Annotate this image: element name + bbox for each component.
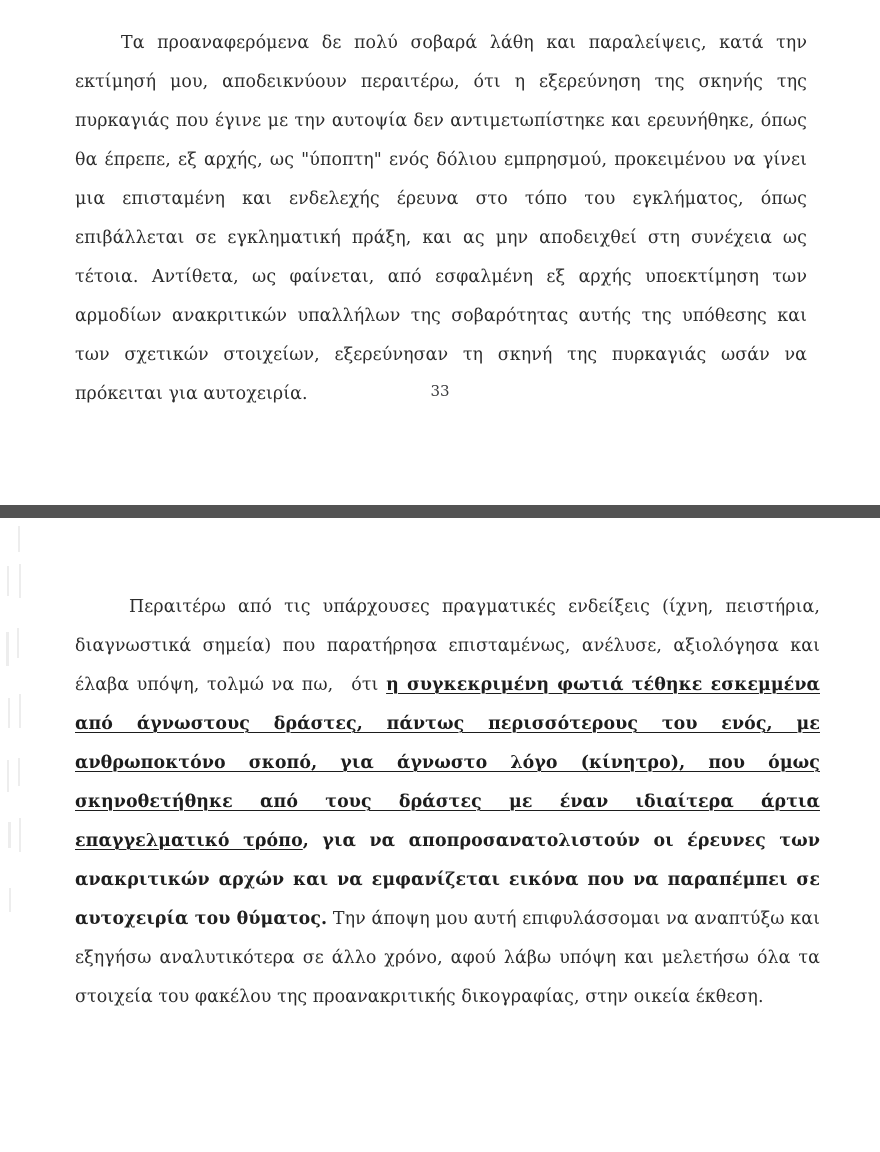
- page-two-run-oti: ότι: [351, 675, 387, 695]
- page-number: 33: [430, 382, 450, 400]
- document-page-one: [0, 0, 880, 505]
- page-two-run-emphasis-bold: , για να αποπροσανατολιστούν οι έρευνες των ανακριτικών αρχών και να εμφανίζεται εικόνα που να παραπέμπει σε αυτοχειρία του θύματος.: [75, 831, 820, 929]
- page-two-paragraph: [75, 588, 820, 1017]
- page-break-divider: [0, 505, 880, 518]
- document-page-two: [0, 518, 880, 1152]
- page-one-paragraph: Τα προαναφερόμενα δε πολύ σοβαρά λάθη και παραλείψεις, κατά την εκτίμησή μου, αποδεικνύουν περαιτέρω, ότι η εξερεύνηση της σκηνής της πυρκαγιάς που έγινε με την αυτοψία δεν αντιμετωπίστηκε και ερευνήθηκε, όπως θα έπρεπε, εξ αρχής, ως "ύποπτη" ενός δόλιου εμπρησμού, προκειμένου να γίνει μια επισταμένη και ενδελεχής έρευνα στο τόπο του εγκλήματος, όπως επιβάλλεται σε εγκληματική πράξη, και ας μην αποδειχθεί στη συνέχεια ως τέτοια. Αντίθετα, ως φαίνεται, από εσφαλμένη εξ αρχής υποεκτίμηση των αρμοδίων ανακριτικών υπαλλήλων της σοβαρότητας αυτής της υπόθεσης και των σχετικών στοιχείων, εξερεύνησαν τη σκηνή της πυρκαγιάς ωσάν να πρόκειται για αυτοχειρία.: [75, 33, 807, 404]
- page-two-run-emphasis-underlined: η συγκεκριμένη φωτιά τέθηκε εσκεμμένα από άγνωστους δράστες, πάντως περισσότερους του ενός, με ανθρωποκτόνο σκοπό, για άγνωστο λόγο (κίνητρο), που όμως σκηνοθετήθηκε από τους δράστες με έναν ιδιαίτερα άρτια επαγγελματικό τρόπο: [75, 675, 820, 851]
- page-two-run-intro: Περαιτέρω από τις υπάρχουσες πραγματικές ενδείξεις (ίχνη, πειστήρια, διαγνωστικά σημεία) που παρατήρησα επισταμένως, ανέλυσε, αξιολόγησα και έλαβα υπόψη, τολμώ να πω,: [75, 597, 820, 695]
- page-two-run-closing: Την άποψη μου αυτή επιφυλάσσομαι να αναπτύξω και εξηγήσω αναλυτικότερα σε άλλο χρόνο, αφού λάβω υπόψη και μελετήσω όλα τα στοιχεία του φακέλου της προανακριτικής δικογραφίας, στην οικεία έκθεση.: [75, 909, 820, 1007]
